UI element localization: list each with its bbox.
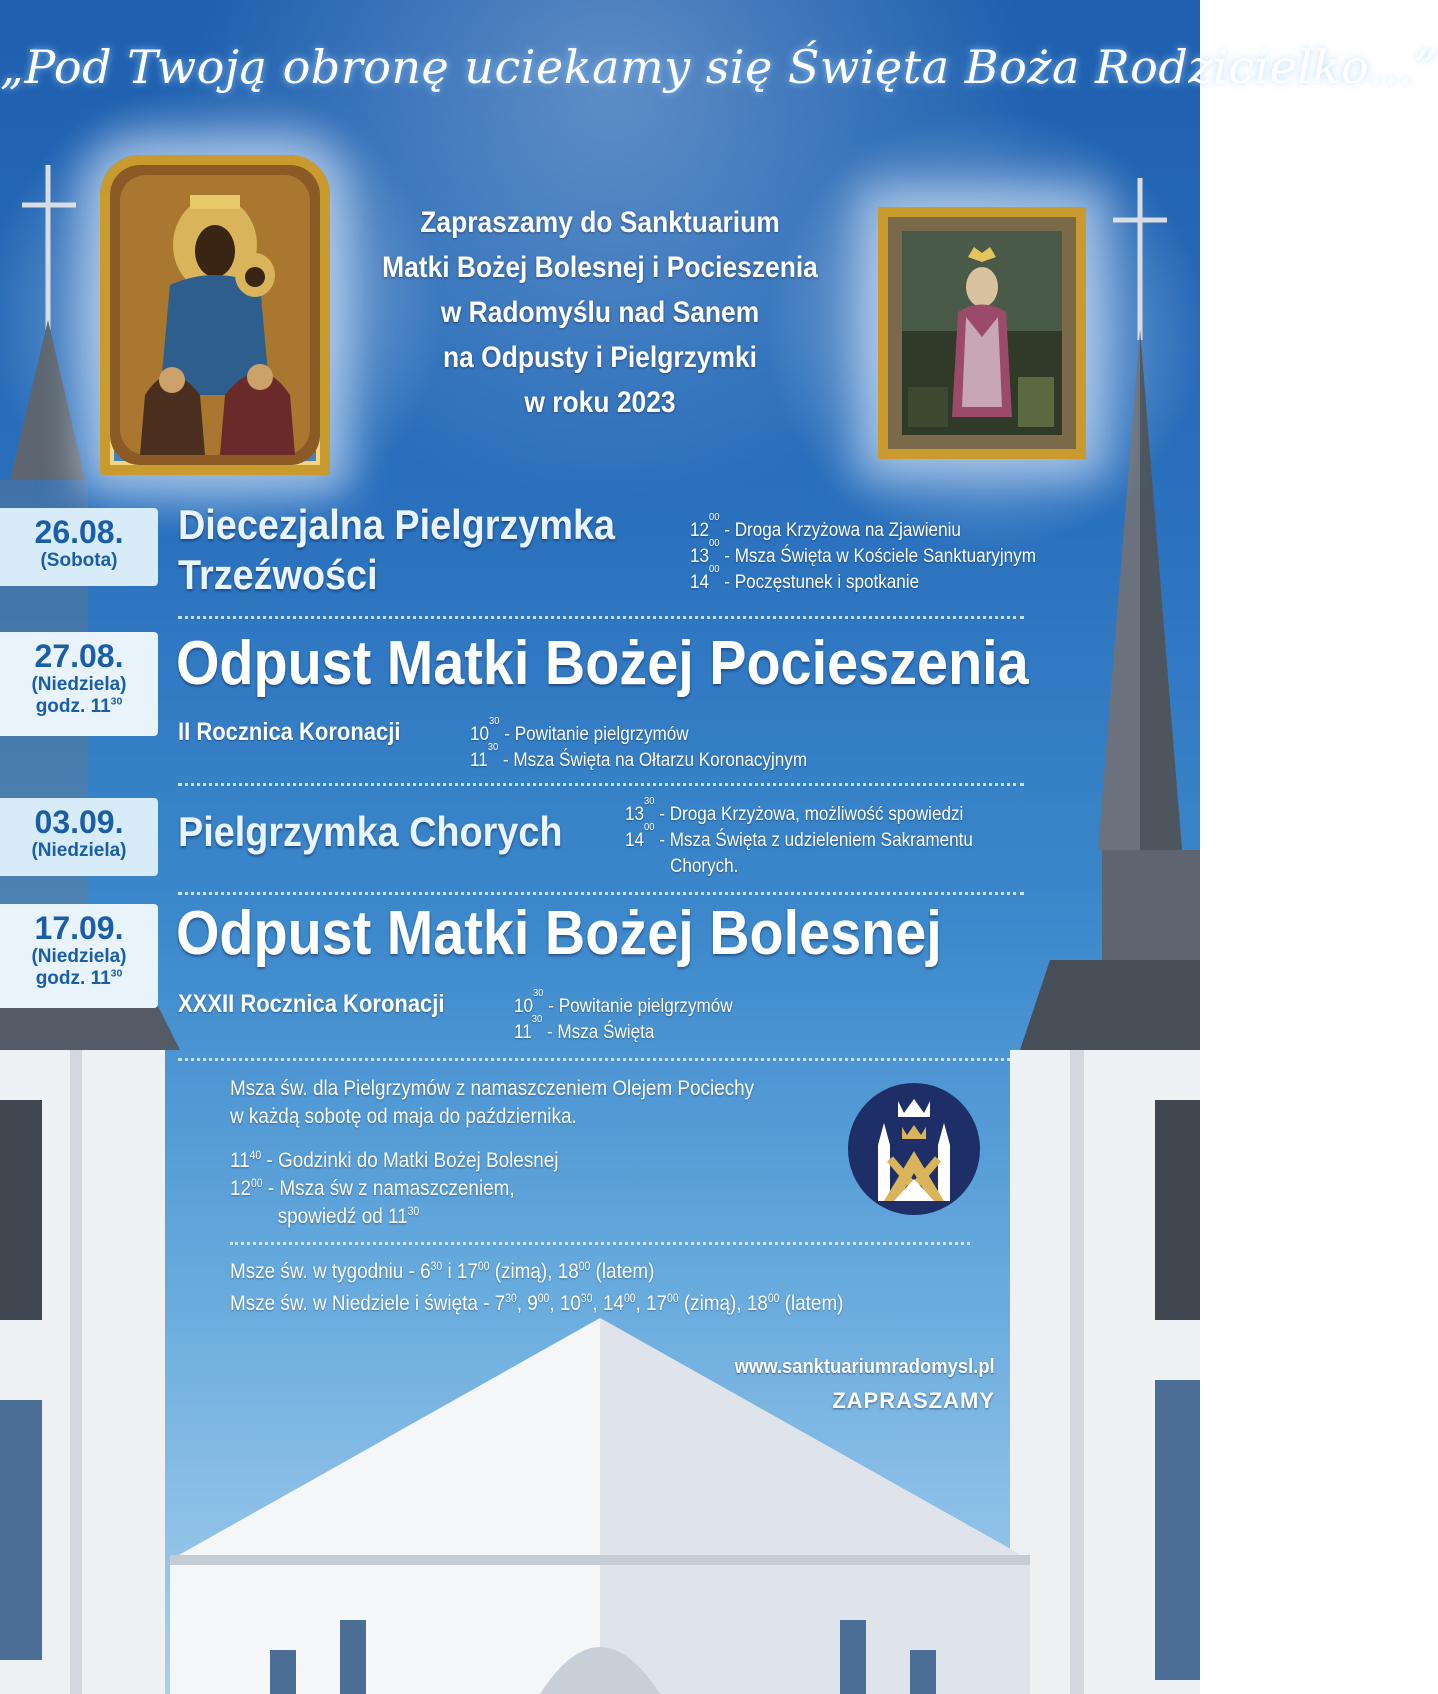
event-date-box (0, 632, 158, 736)
weekday-mass-times: Msze św. w tygodniu - $6^{30}$ i $17^{00}$ (zimą), $18^{00}$ (latem) (230, 1260, 655, 1283)
schedule-item: 13 00 - Msza Święta w Kościele Sanktuaryjnym (690, 538, 1036, 567)
event-date-box (0, 508, 158, 586)
schedule-item: 13 30 - Droga Krzyżowa, możliwość spowiedzi (625, 796, 964, 825)
event-date-box (0, 904, 158, 1008)
dotted-divider (230, 1242, 970, 1245)
saturday-mass-info (230, 1075, 754, 1231)
event-schedule (690, 512, 1036, 596)
schedule-item-cont: Chorych. (670, 856, 739, 877)
event-date: 03.09. (34, 804, 124, 840)
invitation-line: w Radomyślu nad Sanem (440, 296, 760, 329)
mass-times (230, 1256, 843, 1320)
event-day: (Niedziela) (31, 674, 127, 695)
schedule-item: 14 00 - Msza Święta z udzieleniem Sakramentu (625, 822, 973, 851)
event-day: (Sobota) (40, 550, 118, 571)
sunday-mass-times: Msze św. w Niedziele i święta - $7^{30}$, $9^{00}$, $10^{30}$, $14^{00}$, $17^{00}$ (zimą), $18^{00}$ (latem) (230, 1292, 844, 1315)
sorrowful-mother-icon-image (888, 217, 1076, 449)
event-title: Pielgrzymka Chorych (178, 808, 563, 855)
schedule-item: 10 30 - Powitanie pielgrzymów (470, 716, 689, 745)
madonna-icon-image (110, 165, 320, 465)
info-item: $11^{40}$ - Godzinki do Matki Bożej Bolesnej (230, 1149, 559, 1172)
dotted-divider (178, 616, 1024, 619)
dotted-divider (178, 783, 1024, 786)
dotted-divider (178, 892, 1024, 895)
event-title-line: Trzeźwości (178, 551, 378, 598)
icon-painting-right (878, 207, 1086, 459)
schedule-item: 14 00 - Poczęstunek i spotkanie (690, 564, 920, 593)
schedule-item: 11 30 - Msza Święta (514, 1014, 655, 1043)
icon-painting-left (100, 155, 330, 475)
info-item: $12^{00}$ - Msza św z namaszczeniem, (230, 1177, 515, 1200)
event-subtitle: XXXII Rocznica Koronacji (178, 990, 445, 1018)
script-title: „Pod Twoją obronę uciekamy się Święta Boża Rodzicielko...” (0, 40, 1438, 94)
event-date: 27.08. (34, 638, 124, 674)
invitation-text (362, 200, 837, 425)
event-day: (Niedziela) (31, 840, 127, 861)
event-title: Odpust Matki Bożej Bolesnej (176, 899, 942, 968)
event-schedule (625, 796, 973, 880)
info-line: Msza św. dla Pielgrzymów z namaszczeniem Olejem Pociechy (230, 1077, 755, 1100)
sanctuary-logo-icon (848, 1083, 980, 1215)
event-time: godz. $11^{30}$ (35, 696, 123, 717)
event-date: 26.08. (34, 514, 124, 550)
invite-cta: ZAPRASZAMY (832, 1388, 995, 1413)
invitation-line: Zapraszamy do Sanktuarium (420, 206, 780, 239)
event-title: Odpust Matki Bożej Pocieszenia (176, 629, 1029, 698)
event-day: (Niedziela) (31, 946, 127, 967)
schedule-item: 11 30 - Msza Święta na Ołtarzu Koronacyjnym (470, 742, 808, 771)
event-title (178, 500, 615, 600)
invitation-line: na Odpusty i Pielgrzymki (443, 341, 757, 374)
event-date-box (0, 798, 158, 876)
dotted-divider (178, 1058, 1024, 1061)
website-link[interactable]: www.sanktuariumradomysl.pl (734, 1356, 995, 1378)
invitation-line: Matki Bożej Bolesnej i Pocieszenia (382, 251, 818, 284)
event-schedule (470, 716, 808, 774)
event-subtitle: II Rocznica Koronacji (178, 718, 401, 746)
schedule-item: 12 00 - Droga Krzyżowa na Zjawieniu (690, 512, 961, 541)
event-time: godz. $11^{30}$ (35, 968, 123, 989)
event-title-line: Diecezjalna Pielgrzymka (178, 501, 616, 548)
info-line: w każdą sobotę od maja do października. (230, 1105, 577, 1128)
event-date: 17.09. (34, 910, 124, 946)
schedule-item: 10 30 - Powitanie pielgrzymów (514, 988, 733, 1017)
invitation-line: w roku 2023 (524, 386, 676, 419)
info-item-cont: spowiedź od $11^{30}$ (277, 1205, 420, 1228)
event-schedule (514, 988, 733, 1046)
